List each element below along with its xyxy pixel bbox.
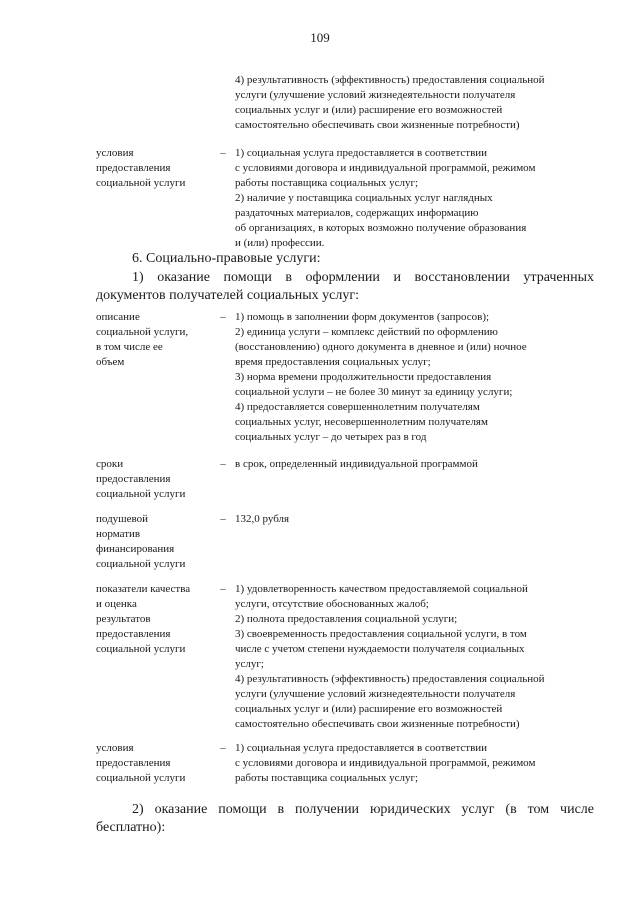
text-line: время предоставления социальных услуг; <box>235 356 431 368</box>
label-line: социальной услуги <box>96 772 186 784</box>
label-line: и оценка <box>96 598 137 610</box>
label-line: условия <box>96 742 134 754</box>
text-line: услуги, отсутствие обоснованных жалоб; <box>235 598 429 610</box>
label-line: предоставления <box>96 473 171 485</box>
text-line: 3) своевременность предоставления социальной услуги, в том <box>235 628 527 640</box>
text-line: в срок, определенный индивидуальной программой <box>235 458 478 470</box>
text-line: услуг; <box>235 658 264 670</box>
text-line: работы поставщика социальных услуг; <box>235 177 419 189</box>
subsection-line: 1) оказание помощи в оформлении и восстановлении утраченных <box>132 270 594 285</box>
subsection-1-heading <box>96 269 594 305</box>
text-line: социальных услуг – до четырех раз в год <box>235 431 427 443</box>
text-line: 2) полнота предоставления социальной услуги; <box>235 613 458 625</box>
row-dash: – <box>220 147 226 159</box>
row-label-description <box>96 310 216 370</box>
text-line: 2) наличие у поставщика социальных услуг наглядных <box>235 192 493 204</box>
label-line: социальной услуги <box>96 643 186 655</box>
label-line: социальной услуги <box>96 177 186 189</box>
text-line: об организациях, в которых возможно получение образования <box>235 222 527 234</box>
row-dash: – <box>220 742 226 754</box>
text-line: услуги (улучшение условий жизнедеятельности получателя <box>235 688 516 700</box>
text-line: числе с учетом степени нуждаемости получателя социальных <box>235 643 525 655</box>
top-continuation <box>235 73 595 133</box>
label-line: социальной услуги <box>96 558 186 570</box>
row-dash: – <box>220 458 226 470</box>
label-line: социальной услуги, <box>96 326 189 338</box>
row-label-quality <box>96 582 216 657</box>
text-line: и (или) профессии. <box>235 237 325 249</box>
label-line: финансирования <box>96 543 175 555</box>
text-line: самостоятельно обеспечивать свои жизненные потребности) <box>235 119 520 131</box>
text-line: с условиями договора и индивидуальной программой, режимом <box>235 162 536 174</box>
section-title: 6. Социально-правовые услуги: <box>132 251 321 266</box>
text-line: 132,0 рубля <box>235 513 290 525</box>
label-line: объем <box>96 356 125 368</box>
text-line: социальной услуги – не более 30 минут за единицу услуги; <box>235 386 513 398</box>
label-line: сроки <box>96 458 124 470</box>
row-dash: – <box>220 311 226 323</box>
text-line: 4) результативность (эффективность) предоставления социальной <box>235 673 545 685</box>
text-line: 1) социальная услуга предоставляется в соответствии <box>235 742 488 754</box>
subsection-line: 2) оказание помощи в получении юридических услуг (в том числе <box>132 802 594 817</box>
label-line: норматив <box>96 528 141 540</box>
label-line: условия <box>96 147 134 159</box>
row-label-conditions <box>96 741 216 786</box>
conditions-label <box>96 146 216 191</box>
label-line: предоставления <box>96 162 171 174</box>
text-line: 1) удовлетворенность качеством предоставляемой социальной <box>235 583 528 595</box>
row-dash: – <box>220 513 226 525</box>
row-value-description <box>235 310 595 445</box>
text-line: 3) норма времени продолжительности предоставления <box>235 371 492 383</box>
subsection-line: бесплатно): <box>96 820 166 835</box>
label-line: предоставления <box>96 757 171 769</box>
row-value-financing <box>235 512 595 527</box>
label-line: предоставления <box>96 628 171 640</box>
text-line: 4) предоставляется совершеннолетним получателям <box>235 401 480 413</box>
text-line: (восстановлению) одного документа в дневное и (или) ночное <box>235 341 527 353</box>
conditions-value <box>235 146 595 251</box>
text-line: раздаточных материалов, содержащих информацию <box>235 207 479 219</box>
text-line: социальных услуг и (или) расширение его возможностей <box>235 703 503 715</box>
row-value-quality <box>235 582 595 732</box>
subsection-line: документов получателей социальных услуг: <box>96 288 359 303</box>
text-line: 1) помощь в заполнении форм документов (запросов); <box>235 311 490 323</box>
label-line: описание <box>96 311 140 323</box>
text-line: 2) единица услуги – комплекс действий по оформлению <box>235 326 498 338</box>
text-line: работы поставщика социальных услуг; <box>235 772 419 784</box>
text-line: самостоятельно обеспечивать свои жизненные потребности) <box>235 718 520 730</box>
subsection-2-heading <box>96 801 594 837</box>
label-line: подушевой <box>96 513 149 525</box>
label-line: показатели качества <box>96 583 191 595</box>
page-number: 109 <box>310 30 330 45</box>
label-line: в том числе ее <box>96 341 163 353</box>
label-line: результатов <box>96 613 151 625</box>
row-dash: – <box>220 583 226 595</box>
row-label-financing <box>96 512 216 572</box>
text-line: 4) результативность (эффективность) предоставления социальной <box>235 74 545 86</box>
text-line: услуги (улучшение условий жизнедеятельности получателя <box>235 89 516 101</box>
row-value-terms <box>235 457 595 472</box>
row-label-terms <box>96 457 216 502</box>
text-line: 1) социальная услуга предоставляется в соответствии <box>235 147 488 159</box>
text-line: социальных услуг и (или) расширение его возможностей <box>235 104 503 116</box>
text-line: с условиями договора и индивидуальной программой, режимом <box>235 757 536 769</box>
label-line: социальной услуги <box>96 488 186 500</box>
text-line: социальных услуг, несовершеннолетним получателям <box>235 416 488 428</box>
row-value-conditions <box>235 741 595 786</box>
